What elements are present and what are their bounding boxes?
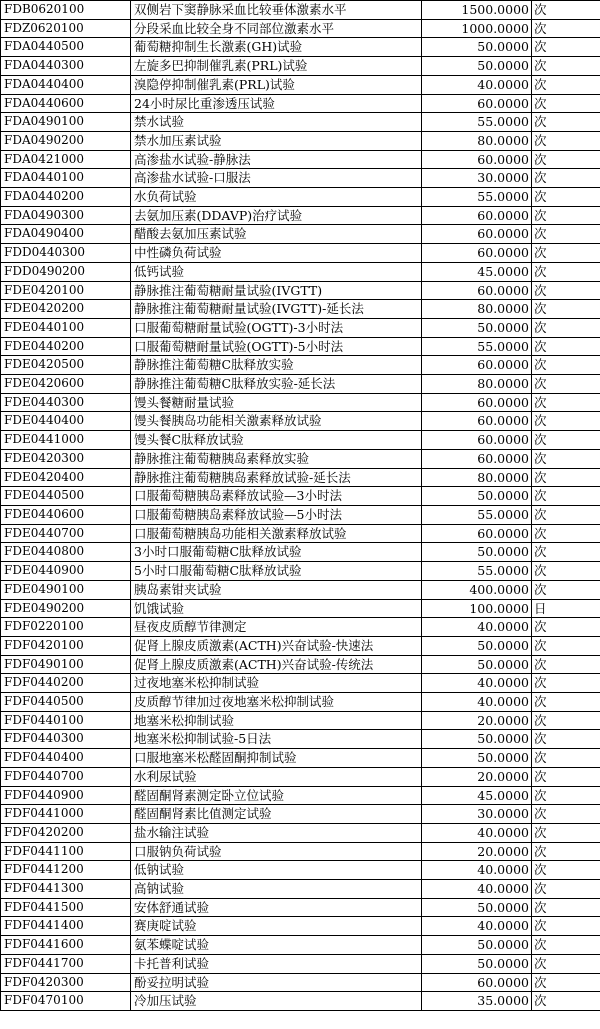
item-code-cell: FDF0470100 — [1, 992, 131, 1011]
item-name-cell: 馒头餐C肽释放试验 — [131, 431, 422, 450]
item-unit-cell: 次 — [532, 169, 600, 188]
item-code-cell: FDA0490400 — [1, 225, 131, 244]
item-price-cell: 40.0000 — [422, 861, 532, 880]
table-row — [1, 580, 600, 599]
item-code-cell: FDE0440600 — [1, 505, 131, 524]
item-name-cell: 口服葡萄糖胰岛功能相关激素释放试验 — [131, 524, 422, 543]
item-unit-cell: 次 — [532, 880, 600, 899]
item-code-cell: FDF0441500 — [1, 898, 131, 917]
item-price-cell: 60.0000 — [422, 524, 532, 543]
item-unit-cell: 次 — [532, 300, 600, 319]
item-price-cell: 50.0000 — [422, 749, 532, 768]
item-name-cell: 昼夜皮质醇节律测定 — [131, 618, 422, 637]
item-code-cell: FDF0440400 — [1, 749, 131, 768]
item-name-cell: 静脉推注葡萄糖C肽释放实验-延长法 — [131, 375, 422, 394]
table-row — [1, 917, 600, 936]
item-unit-cell: 次 — [532, 954, 600, 973]
item-name-cell: 葡萄糖抑制生长激素(GH)试验 — [131, 38, 422, 57]
item-price-cell: 55.0000 — [422, 337, 532, 356]
item-code-cell: FDE0440800 — [1, 543, 131, 562]
item-code-cell: FDA0490300 — [1, 206, 131, 225]
item-unit-cell: 次 — [532, 262, 600, 281]
item-price-cell: 50.0000 — [422, 318, 532, 337]
table-row — [1, 131, 600, 150]
item-code-cell: FDF0441700 — [1, 954, 131, 973]
item-name-cell: 酚妥拉明试验 — [131, 973, 422, 992]
item-price-cell: 50.0000 — [422, 38, 532, 57]
table-row — [1, 337, 600, 356]
table-row — [1, 655, 600, 674]
table-row — [1, 150, 600, 169]
table-row — [1, 188, 600, 207]
table-row — [1, 281, 600, 300]
item-price-cell: 45.0000 — [422, 786, 532, 805]
item-price-cell: 40.0000 — [422, 693, 532, 712]
item-price-cell: 80.0000 — [422, 375, 532, 394]
item-price-cell: 50.0000 — [422, 954, 532, 973]
table-row — [1, 599, 600, 618]
item-price-cell: 60.0000 — [422, 431, 532, 450]
item-name-cell: 冷加压试验 — [131, 992, 422, 1011]
item-price-cell: 55.0000 — [422, 188, 532, 207]
table-row — [1, 412, 600, 431]
item-code-cell: FDA0440600 — [1, 94, 131, 113]
item-unit-cell: 次 — [532, 562, 600, 581]
item-code-cell: FDF0420300 — [1, 973, 131, 992]
item-name-cell: 馒头餐糖耐量试验 — [131, 393, 422, 412]
item-code-cell: FDE0420600 — [1, 375, 131, 394]
item-code-cell: FDZ0620100 — [1, 19, 131, 38]
item-price-cell: 20.0000 — [422, 842, 532, 861]
fee-table-body — [1, 1, 600, 1011]
item-unit-cell: 次 — [532, 57, 600, 76]
item-unit-cell: 次 — [532, 412, 600, 431]
item-price-cell: 80.0000 — [422, 300, 532, 319]
table-row — [1, 262, 600, 281]
table-row — [1, 805, 600, 824]
table-row — [1, 973, 600, 992]
item-code-cell: FDE0440300 — [1, 393, 131, 412]
item-unit-cell: 次 — [532, 150, 600, 169]
item-name-cell: 馒头餐胰岛功能相关激素释放试验 — [131, 412, 422, 431]
item-unit-cell: 次 — [532, 992, 600, 1011]
item-unit-cell: 次 — [532, 356, 600, 375]
item-price-cell: 60.0000 — [422, 225, 532, 244]
table-row — [1, 767, 600, 786]
item-code-cell: FDF0440500 — [1, 693, 131, 712]
table-row — [1, 393, 600, 412]
item-code-cell: FDE0440500 — [1, 487, 131, 506]
item-unit-cell: 次 — [532, 823, 600, 842]
table-row — [1, 57, 600, 76]
item-code-cell: FDA0440100 — [1, 169, 131, 188]
table-row — [1, 468, 600, 487]
item-code-cell: FDA0440400 — [1, 75, 131, 94]
item-code-cell: FDE0440900 — [1, 562, 131, 581]
item-code-cell: FDF0420200 — [1, 823, 131, 842]
item-unit-cell: 次 — [532, 655, 600, 674]
item-price-cell: 60.0000 — [422, 412, 532, 431]
item-unit-cell: 次 — [532, 973, 600, 992]
item-unit-cell: 次 — [532, 749, 600, 768]
table-row — [1, 505, 600, 524]
table-row — [1, 618, 600, 637]
item-unit-cell: 次 — [532, 674, 600, 693]
item-unit-cell: 次 — [532, 225, 600, 244]
item-name-cell: 5小时口服葡萄糖C肽释放试验 — [131, 562, 422, 581]
item-name-cell: 静脉推注葡萄糖胰岛素释放实验 — [131, 449, 422, 468]
item-price-cell: 50.0000 — [422, 543, 532, 562]
item-unit-cell: 次 — [532, 636, 600, 655]
item-code-cell: FDE0420100 — [1, 281, 131, 300]
item-code-cell: FDF0440900 — [1, 786, 131, 805]
item-code-cell: FDF0440700 — [1, 767, 131, 786]
item-code-cell: FDA0440200 — [1, 188, 131, 207]
item-price-cell: 20.0000 — [422, 711, 532, 730]
item-price-cell: 50.0000 — [422, 57, 532, 76]
item-price-cell: 400.0000 — [422, 580, 532, 599]
item-name-cell: 溴隐停抑制催乳素(PRL)试验 — [131, 75, 422, 94]
table-row — [1, 19, 600, 38]
table-row — [1, 861, 600, 880]
item-name-cell: 静脉推注葡萄糖耐量试验(IVGTT)-延长法 — [131, 300, 422, 319]
item-name-cell: 胰岛素钳夹试验 — [131, 580, 422, 599]
item-unit-cell: 次 — [532, 337, 600, 356]
item-price-cell: 40.0000 — [422, 75, 532, 94]
item-name-cell: 口服葡萄糖耐量试验(OGTT)-3小时法 — [131, 318, 422, 337]
table-row — [1, 487, 600, 506]
table-row — [1, 693, 600, 712]
item-name-cell: 禁水加压素试验 — [131, 131, 422, 150]
item-price-cell: 40.0000 — [422, 917, 532, 936]
item-name-cell: 口服葡萄糖胰岛素释放试验—3小时法 — [131, 487, 422, 506]
table-row — [1, 823, 600, 842]
item-unit-cell: 次 — [532, 618, 600, 637]
table-row — [1, 842, 600, 861]
item-unit-cell: 次 — [532, 898, 600, 917]
item-price-cell: 50.0000 — [422, 636, 532, 655]
item-unit-cell: 次 — [532, 786, 600, 805]
table-row — [1, 449, 600, 468]
item-price-cell: 55.0000 — [422, 505, 532, 524]
table-row — [1, 562, 600, 581]
item-code-cell: FDF0441000 — [1, 805, 131, 824]
item-price-cell: 50.0000 — [422, 487, 532, 506]
item-code-cell: FDE0440100 — [1, 318, 131, 337]
item-price-cell: 80.0000 — [422, 468, 532, 487]
item-unit-cell: 次 — [532, 75, 600, 94]
item-unit-cell: 次 — [532, 580, 600, 599]
item-code-cell: FDF0440100 — [1, 711, 131, 730]
item-price-cell: 100.0000 — [422, 599, 532, 618]
item-unit-cell: 次 — [532, 281, 600, 300]
item-code-cell: FDF0420100 — [1, 636, 131, 655]
item-price-cell: 30.0000 — [422, 805, 532, 824]
item-name-cell: 地塞米松抑制试验 — [131, 711, 422, 730]
table-row — [1, 936, 600, 955]
item-name-cell: 过夜地塞米松抑制试验 — [131, 674, 422, 693]
item-code-cell: FDF0441300 — [1, 880, 131, 899]
item-price-cell: 60.0000 — [422, 356, 532, 375]
table-row — [1, 636, 600, 655]
item-name-cell: 高渗盐水试验-口服法 — [131, 169, 422, 188]
item-code-cell: FDF0220100 — [1, 618, 131, 637]
table-row — [1, 431, 600, 450]
item-unit-cell: 次 — [532, 505, 600, 524]
item-price-cell: 45.0000 — [422, 262, 532, 281]
table-row — [1, 375, 600, 394]
item-code-cell: FDD0440300 — [1, 244, 131, 263]
item-name-cell: 赛庚啶试验 — [131, 917, 422, 936]
table-row — [1, 1, 600, 20]
item-name-cell: 中性磷负荷试验 — [131, 244, 422, 263]
item-code-cell: FDE0440200 — [1, 337, 131, 356]
item-unit-cell: 次 — [532, 393, 600, 412]
item-name-cell: 安体舒通试验 — [131, 898, 422, 917]
table-row — [1, 711, 600, 730]
item-code-cell: FDE0490200 — [1, 599, 131, 618]
item-name-cell: 促肾上腺皮质激素(ACTH)兴奋试验-快速法 — [131, 636, 422, 655]
item-name-cell: 口服葡萄糖耐量试验(OGTT)-5小时法 — [131, 337, 422, 356]
item-name-cell: 左旋多巴抑制催乳素(PRL)试验 — [131, 57, 422, 76]
item-code-cell: FDA0421000 — [1, 150, 131, 169]
item-unit-cell: 次 — [532, 543, 600, 562]
item-unit-cell: 次 — [532, 94, 600, 113]
table-row — [1, 543, 600, 562]
item-unit-cell: 次 — [532, 19, 600, 38]
item-price-cell: 60.0000 — [422, 281, 532, 300]
item-unit-cell: 次 — [532, 861, 600, 880]
item-code-cell: FDF0440300 — [1, 730, 131, 749]
item-unit-cell: 次 — [532, 730, 600, 749]
item-name-cell: 口服地塞米松醛固酮抑制试验 — [131, 749, 422, 768]
item-code-cell: FDE0420500 — [1, 356, 131, 375]
table-row — [1, 169, 600, 188]
item-unit-cell: 次 — [532, 1, 600, 20]
item-name-cell: 口服葡萄糖胰岛素释放试验—5小时法 — [131, 505, 422, 524]
item-name-cell: 低钙试验 — [131, 262, 422, 281]
item-price-cell: 60.0000 — [422, 150, 532, 169]
item-price-cell: 35.0000 — [422, 992, 532, 1011]
item-code-cell: FDE0420200 — [1, 300, 131, 319]
item-unit-cell: 次 — [532, 375, 600, 394]
item-name-cell: 皮质醇节律加过夜地塞米松抑制试验 — [131, 693, 422, 712]
item-unit-cell: 次 — [532, 936, 600, 955]
item-unit-cell: 次 — [532, 487, 600, 506]
item-code-cell: FDF0441400 — [1, 917, 131, 936]
item-unit-cell: 次 — [532, 842, 600, 861]
item-unit-cell: 次 — [532, 131, 600, 150]
item-unit-cell: 次 — [532, 38, 600, 57]
item-price-cell: 50.0000 — [422, 655, 532, 674]
item-price-cell: 60.0000 — [422, 449, 532, 468]
item-price-cell: 50.0000 — [422, 730, 532, 749]
table-row — [1, 674, 600, 693]
item-code-cell: FDA0490100 — [1, 113, 131, 132]
item-name-cell: 饥饿试验 — [131, 599, 422, 618]
item-code-cell: FDF0440200 — [1, 674, 131, 693]
item-code-cell: FDB0620100 — [1, 1, 131, 20]
item-price-cell: 55.0000 — [422, 562, 532, 581]
item-unit-cell: 次 — [532, 318, 600, 337]
item-name-cell: 醛固酮肾素测定卧立位试验 — [131, 786, 422, 805]
item-unit-cell: 次 — [532, 524, 600, 543]
item-name-cell: 卡托普利试验 — [131, 954, 422, 973]
table-row — [1, 786, 600, 805]
table-row — [1, 38, 600, 57]
item-name-cell: 禁水试验 — [131, 113, 422, 132]
item-price-cell: 80.0000 — [422, 131, 532, 150]
item-code-cell: FDA0440500 — [1, 38, 131, 57]
item-unit-cell: 次 — [532, 711, 600, 730]
item-name-cell: 静脉推注葡萄糖耐量试验(IVGTT) — [131, 281, 422, 300]
item-name-cell: 分段采血比较全身不同部位激素水平 — [131, 19, 422, 38]
item-price-cell: 60.0000 — [422, 393, 532, 412]
item-unit-cell: 次 — [532, 244, 600, 263]
item-unit-cell: 次 — [532, 188, 600, 207]
table-row — [1, 524, 600, 543]
item-name-cell: 双侧岩下窦静脉采血比较垂体激素水平 — [131, 1, 422, 20]
item-name-cell: 醋酸去氨加压素试验 — [131, 225, 422, 244]
item-code-cell: FDE0420400 — [1, 468, 131, 487]
item-code-cell: FDE0440400 — [1, 412, 131, 431]
table-row — [1, 300, 600, 319]
item-unit-cell: 次 — [532, 431, 600, 450]
item-name-cell: 醛固酮肾素比值测定试验 — [131, 805, 422, 824]
item-price-cell: 60.0000 — [422, 244, 532, 263]
item-code-cell: FDE0490100 — [1, 580, 131, 599]
item-code-cell: FDE0440700 — [1, 524, 131, 543]
item-price-cell: 60.0000 — [422, 206, 532, 225]
item-code-cell: FDA0440300 — [1, 57, 131, 76]
item-name-cell: 去氨加压素(DDAVP)治疗试验 — [131, 206, 422, 225]
item-name-cell: 3小时口服葡萄糖C肽释放试验 — [131, 543, 422, 562]
table-row — [1, 356, 600, 375]
item-unit-cell: 次 — [532, 113, 600, 132]
item-unit-cell: 次 — [532, 767, 600, 786]
table-row — [1, 992, 600, 1011]
item-price-cell: 60.0000 — [422, 94, 532, 113]
item-price-cell: 60.0000 — [422, 973, 532, 992]
table-row — [1, 318, 600, 337]
table-row — [1, 880, 600, 899]
item-price-cell: 50.0000 — [422, 936, 532, 955]
item-code-cell: FDF0441200 — [1, 861, 131, 880]
table-row — [1, 244, 600, 263]
item-price-cell: 55.0000 — [422, 113, 532, 132]
item-name-cell: 低钠试验 — [131, 861, 422, 880]
item-price-cell: 1000.0000 — [422, 19, 532, 38]
item-unit-cell: 次 — [532, 206, 600, 225]
item-code-cell: FDF0441100 — [1, 842, 131, 861]
item-name-cell: 高渗盐水试验-静脉法 — [131, 150, 422, 169]
item-price-cell: 40.0000 — [422, 880, 532, 899]
item-price-cell: 40.0000 — [422, 618, 532, 637]
table-row — [1, 206, 600, 225]
item-name-cell: 地塞米松抑制试验-5日法 — [131, 730, 422, 749]
item-price-cell: 20.0000 — [422, 767, 532, 786]
item-price-cell: 40.0000 — [422, 823, 532, 842]
item-name-cell: 盐水输注试验 — [131, 823, 422, 842]
table-row — [1, 730, 600, 749]
item-name-cell: 高钠试验 — [131, 880, 422, 899]
item-unit-cell: 次 — [532, 449, 600, 468]
table-row — [1, 75, 600, 94]
table-row — [1, 225, 600, 244]
item-code-cell: FDE0441000 — [1, 431, 131, 450]
item-name-cell: 水负荷试验 — [131, 188, 422, 207]
item-price-cell: 30.0000 — [422, 169, 532, 188]
item-name-cell: 水利尿试验 — [131, 767, 422, 786]
item-unit-cell: 次 — [532, 917, 600, 936]
table-row — [1, 113, 600, 132]
table-row — [1, 954, 600, 973]
item-code-cell: FDF0441600 — [1, 936, 131, 955]
item-unit-cell: 次 — [532, 805, 600, 824]
item-name-cell: 口服钠负荷试验 — [131, 842, 422, 861]
table-row — [1, 94, 600, 113]
item-name-cell: 氨苯蝶啶试验 — [131, 936, 422, 955]
item-unit-cell: 日 — [532, 599, 600, 618]
item-price-cell: 40.0000 — [422, 674, 532, 693]
item-name-cell: 24小时尿比重渗透压试验 — [131, 94, 422, 113]
item-unit-cell: 次 — [532, 693, 600, 712]
item-code-cell: FDE0420300 — [1, 449, 131, 468]
item-unit-cell: 次 — [532, 468, 600, 487]
item-code-cell: FDF0490100 — [1, 655, 131, 674]
item-price-cell: 50.0000 — [422, 898, 532, 917]
item-name-cell: 促肾上腺皮质激素(ACTH)兴奋试验-传统法 — [131, 655, 422, 674]
item-name-cell: 静脉推注葡萄糖胰岛素释放试验-延长法 — [131, 468, 422, 487]
table-row — [1, 898, 600, 917]
table-row — [1, 749, 600, 768]
item-name-cell: 静脉推注葡萄糖C肽释放实验 — [131, 356, 422, 375]
item-price-cell: 1500.0000 — [422, 1, 532, 20]
item-code-cell: FDD0490200 — [1, 262, 131, 281]
item-code-cell: FDA0490200 — [1, 131, 131, 150]
